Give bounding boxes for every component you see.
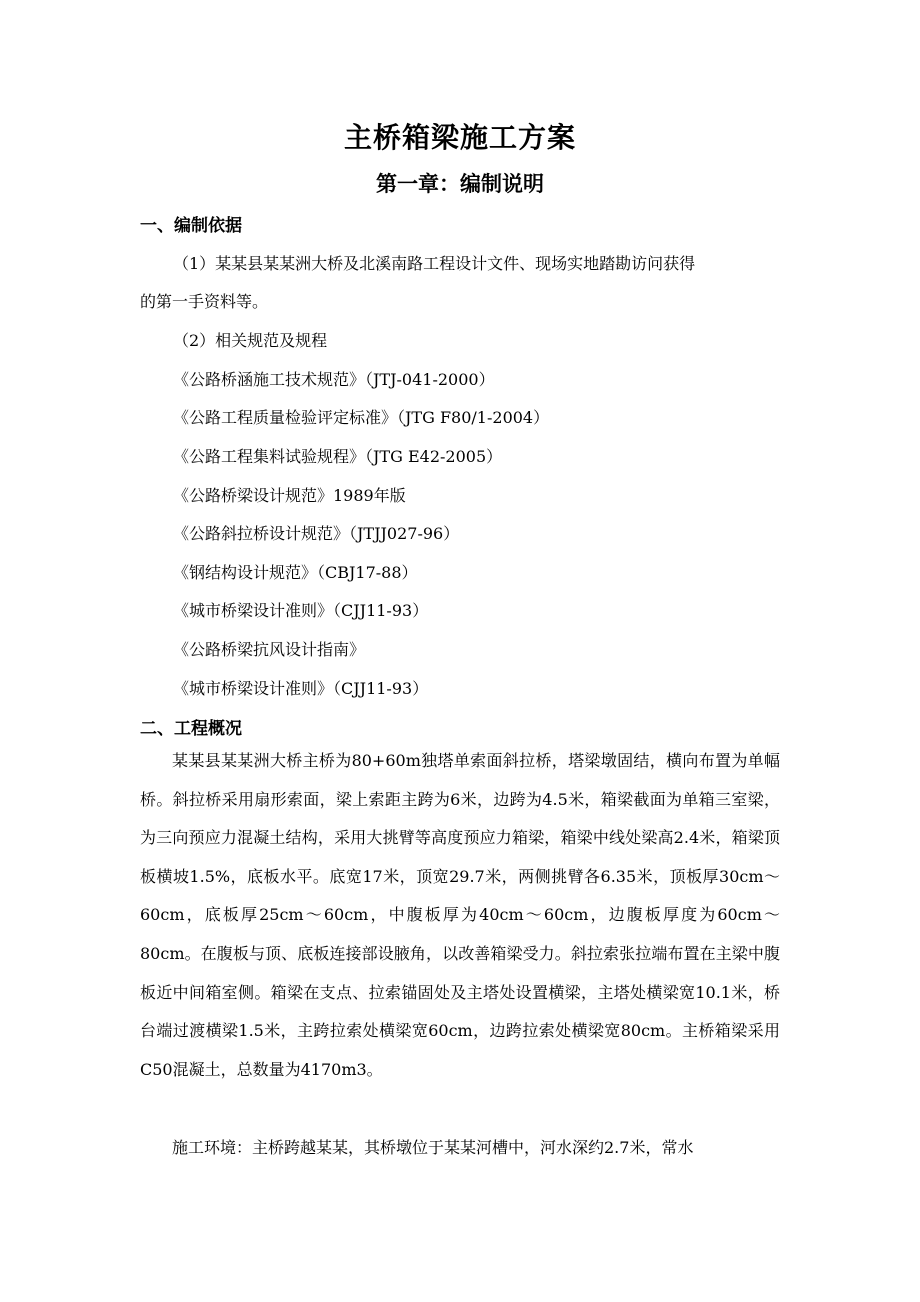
- overview-paragraph: 某某县某某洲大桥主桥为80+60m独塔单索面斜拉桥，塔梁墩固结，横向布置为单幅桥。斜拉桥采用扇形索面，梁上索距主跨为6米，边跨为4.5米，箱梁截面为单箱三室梁，为三向预应力混凝土结构，采用大挑臂等高度预应力箱梁，箱梁中线处梁高2.4米，箱梁顶板横坡1.5%，底板水平。底宽17米，顶宽29.7米，两侧挑臂各6.35米，顶板厚30cm～60cm，底板厚25cm～60cm，中腹板厚为40cm～60cm，边腹板厚度为60cm～80cm。在腹板与顶、底板连接部设腋角，以改善箱梁受力。斜拉索张拉端布置在主梁中腹板近中间箱室侧。箱梁在支点、拉索锚固处及主塔处设置横梁，主塔处横梁宽10.1米，桥台端过渡横梁1.5米，主跨拉索处横梁宽60cm，边跨拉索处横梁宽80cm。主桥箱梁采用C50混凝土，总数量为4170m3。: [140, 751, 780, 1079]
- standard-item: 《公路桥梁抗风设计指南》: [173, 640, 366, 659]
- standard-item: 《公路工程集料试验规程》（JTG E42-2005）: [173, 447, 503, 466]
- chapter-heading: 第一章：编制说明: [376, 171, 544, 196]
- standard-item: 《公路斜拉桥设计规范》（JTJJ027-96）: [173, 524, 460, 543]
- section-heading-basis: 一、编制依据: [140, 216, 242, 236]
- document-title: 主桥箱梁施工方案: [343, 121, 576, 154]
- basis-item-1-line-1: （1）某某县某某洲大桥及北溪南路工程设计文件、现场实地踏勘访问获得: [173, 254, 696, 273]
- standard-item: 《公路桥梁设计规范》1989年版: [173, 486, 406, 505]
- standard-item: 《公路桥涵施工技术规范》（JTJ-041-2000）: [173, 370, 495, 389]
- standard-item: 《城市桥梁设计准则》（CJJ11-93）: [173, 601, 429, 620]
- standard-item: 《公路工程质量检验评定标准》（JTG F80/1-2004）: [173, 408, 550, 427]
- environment-paragraph: 施工环境：主桥跨越某某，其桥墩位于某某河槽中，河水深约2.7米，常水: [172, 1138, 694, 1157]
- basis-item-1-line-2: 的第一手资料等。: [140, 292, 269, 311]
- section-heading-overview: 二、工程概况: [140, 719, 242, 739]
- standard-item: 《钢结构设计规范》（CBJ17-88）: [173, 563, 418, 582]
- basis-item-2: （2）相关规范及规程: [173, 331, 328, 350]
- standard-item: 《城市桥梁设计准则》（CJJ11-93）: [173, 679, 429, 698]
